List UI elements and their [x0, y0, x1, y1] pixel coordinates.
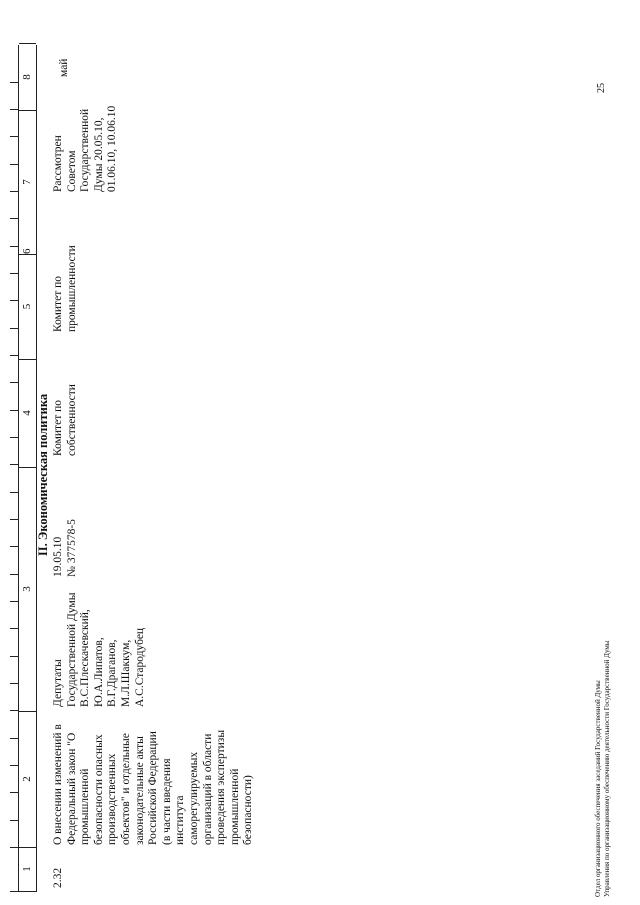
- tick-mark: [10, 191, 18, 192]
- column-header: 7: [19, 110, 36, 255]
- footer-line: Управления по организационному обеспечению деятельности Государственной Думы: [603, 640, 611, 897]
- tick-mark: [10, 328, 18, 329]
- tick-mark: [10, 738, 18, 739]
- column-header: 3: [19, 467, 36, 712]
- tick-mark: [10, 710, 18, 711]
- tick-mark: [10, 82, 18, 83]
- tick-mark: [10, 792, 18, 793]
- page-number: 25: [596, 83, 607, 93]
- committee-responsible: Комитет по собственности: [52, 384, 78, 456]
- tick-mark: [10, 300, 18, 301]
- section-title: II. Экономическая политика: [36, 393, 50, 557]
- bill-title: О внесении изменений в Федеральный закон "О промышленной безопасности опасных производственных объектов" и отдельные законодательные акты Российской Федерации (в части введения института саморегулируемых организаций в области проведения экспертизы промышленной безопасности): [52, 724, 255, 845]
- tick-mark: [10, 628, 18, 629]
- tick-mark: [10, 437, 18, 438]
- column-header: 2: [19, 711, 36, 848]
- tick-mark: [10, 519, 18, 520]
- tick-mark: [10, 109, 18, 110]
- column-header: 8: [19, 43, 36, 111]
- column-header: 1: [19, 847, 36, 892]
- committee-coexecutor: Комитет по промышленности: [52, 245, 78, 332]
- registration: 19.05.10 № 377578-5: [52, 519, 78, 577]
- status: Рассмотрен Советом Государственной Думы 20.05.10, 01.06.10, 10.06.10: [52, 105, 119, 192]
- initiators: Депутаты Государственной Думы В.С.Плескачевский, Ю.А.Липатов, В.Г.Драганов, М.Л.Шаккум, А.С.Стародубец: [52, 592, 146, 707]
- tick-mark: [10, 820, 18, 821]
- tick-mark: [10, 410, 18, 411]
- column-header: 5: [19, 254, 36, 360]
- tick-mark: [10, 574, 18, 575]
- tick-mark: [10, 683, 18, 684]
- column-header: 6: [19, 254, 36, 255]
- tick-mark: [10, 355, 18, 356]
- tick-mark: [10, 164, 18, 165]
- tick-mark: [10, 136, 18, 137]
- tick-mark: [10, 273, 18, 274]
- footer-line: Отдел организационного обеспечения заседаний Государственной Думы: [594, 680, 602, 897]
- tick-mark: [10, 218, 18, 219]
- column-header: 4: [19, 359, 36, 468]
- tick-mark: [10, 464, 18, 465]
- tick-mark: [10, 546, 18, 547]
- table-header: [18, 45, 37, 892]
- term: май: [58, 58, 70, 77]
- tick-mark: [10, 492, 18, 493]
- tick-mark: [10, 656, 18, 657]
- tick-mark: [10, 601, 18, 602]
- tick-mark: [10, 765, 18, 766]
- tick-mark: [10, 847, 18, 848]
- row-number: 2.32: [52, 867, 64, 888]
- tick-mark: [10, 891, 18, 892]
- tick-mark: [10, 246, 18, 247]
- tick-mark: [10, 382, 18, 383]
